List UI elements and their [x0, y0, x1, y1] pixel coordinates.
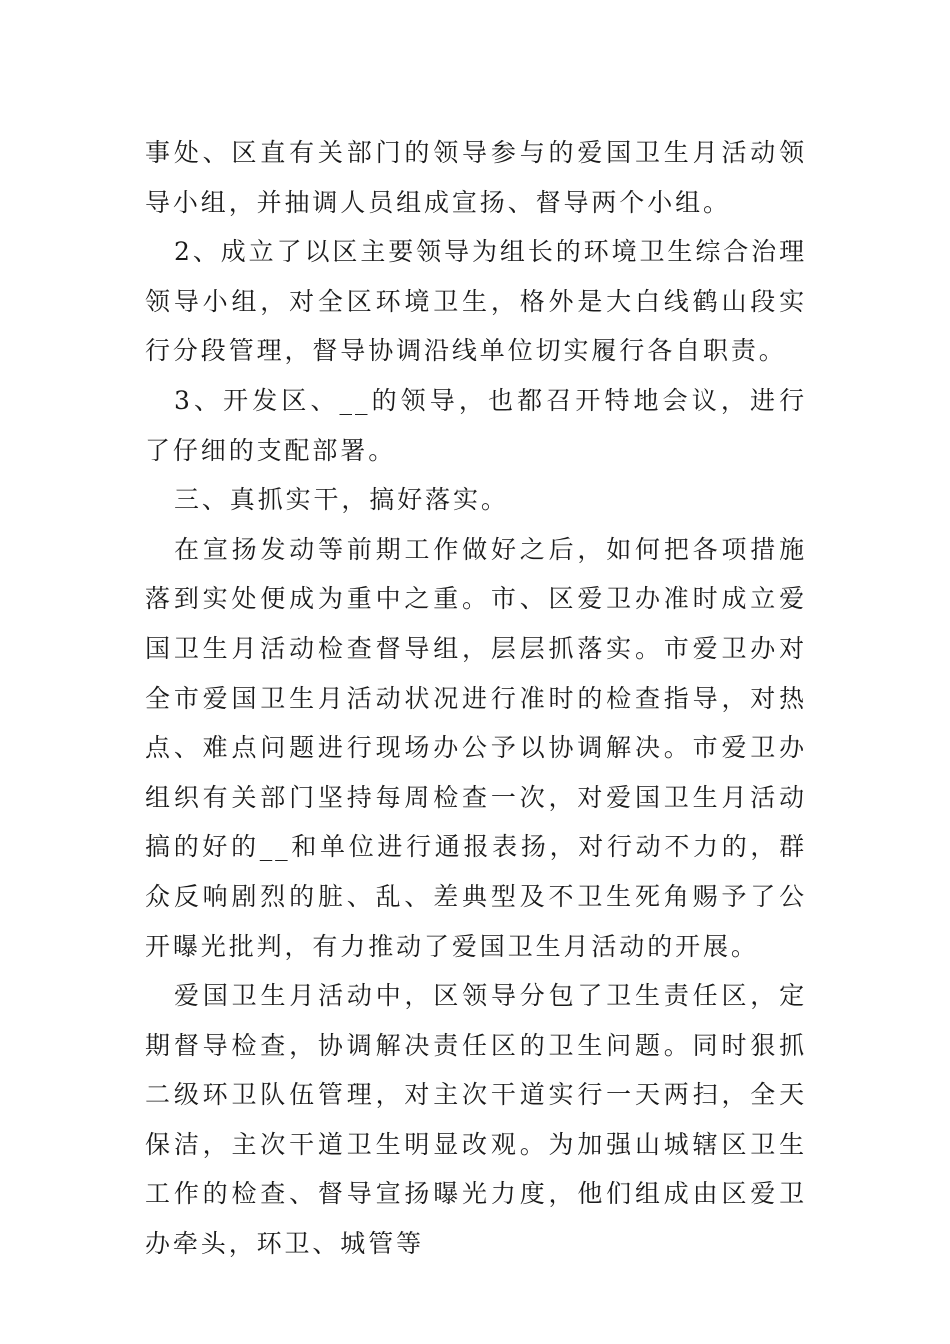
paragraph-district-leadership: 爱国卫生月活动中，区领导分包了卫生责任区，定期督导检查，协调解决责任区的卫生问题。同时狠抓二级环卫队伍管理，对主次干道实行一天两扫，全天保洁，主次干道卫生明显改观。为加强山城辖区卫生工作的检查、督导宣扬曝光力度，他们组成由区爱卫办牵头，环卫、城管等: [145, 981, 807, 1259]
paragraph-item-3: 3、开发区、__的领导，也都召开特地会议，进行了仔细的支配部署。: [145, 385, 807, 465]
paragraph-continuation: 事处、区直有关部门的领导参与的爱国卫生月活动领导小组，并抽调人员组成宣扬、督导两个小组。: [145, 138, 807, 217]
section-heading-3: 三、真抓实干，搞好落实。: [174, 485, 509, 515]
paragraph-item-2: 2、成立了以区主要领导为组长的环境卫生综合治理领导小组，对全区环境卫生，格外是大白线鹤山段实行分段管理，督导协调沿线单位切实履行各自职责。: [145, 237, 807, 366]
paragraph-implementation: 在宣扬发动等前期工作做好之后，如何把各项措施落到实处便成为重中之重。市、区爱卫办准时成立爱国卫生月活动检查督导组，层层抓落实。市爱卫办对全市爱国卫生月活动状况进行准时的检查指导，对热点、难点问题进行现场办公予以协调解决。市爱卫办组织有关部门坚持每周检查一次，对爱国卫生月活动搞的好的__和单位进行通报表扬，对行动不力的，群众反响剧烈的脏、乱、差典型及不卫生死角赐予了公开曝光批判，有力推动了爱国卫生月活动的开展。: [145, 534, 807, 961]
document-body: [145, 128, 807, 1269]
